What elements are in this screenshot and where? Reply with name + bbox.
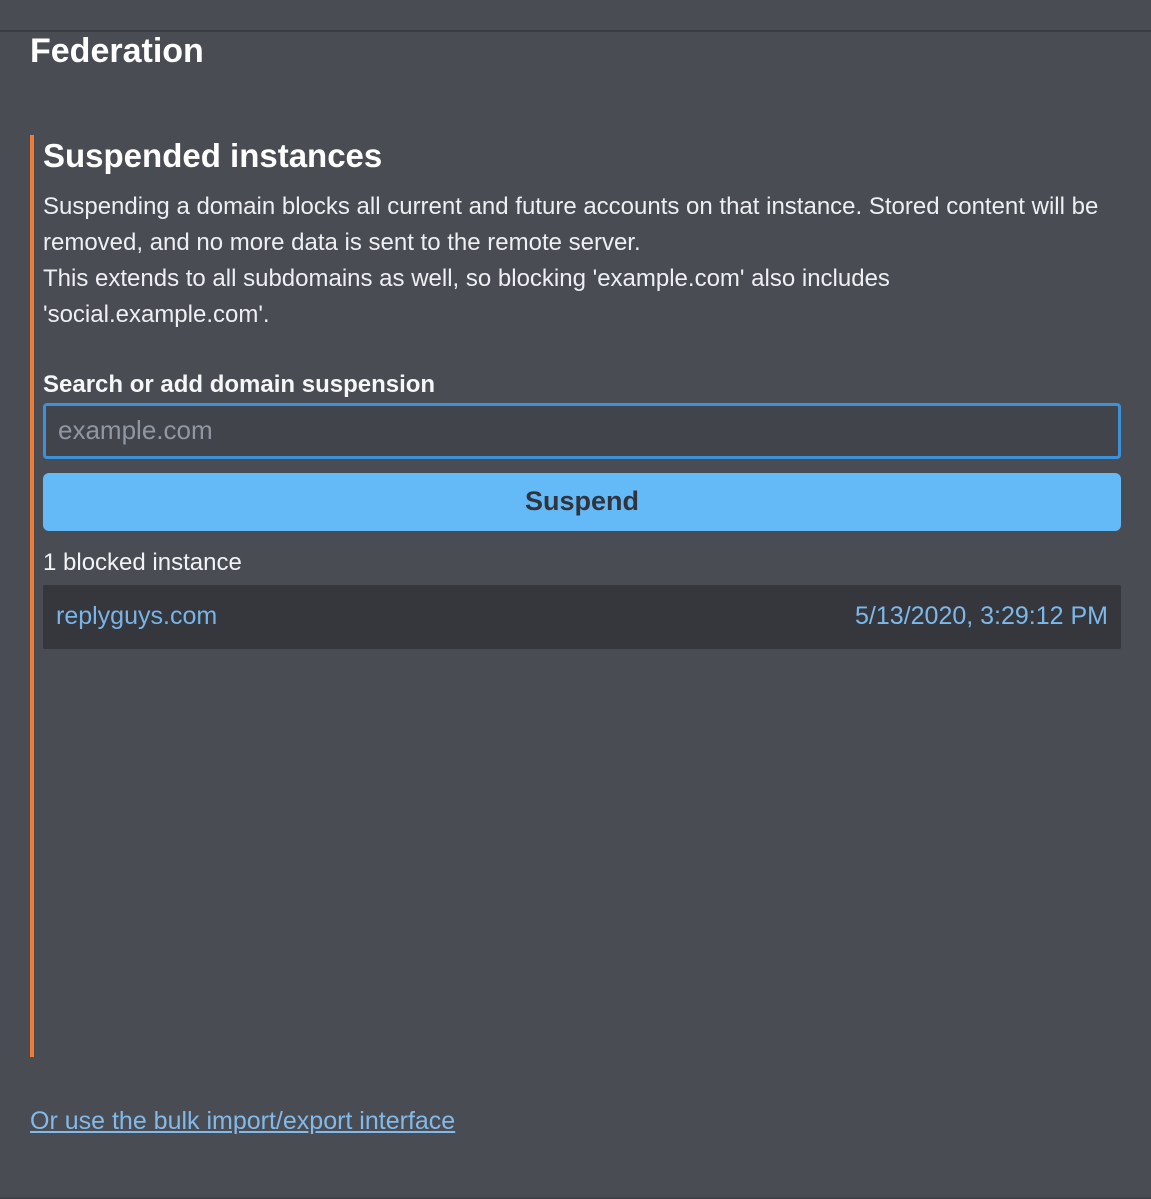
suspended-instances-section (30, 135, 1121, 1057)
section-description-line1: Suspending a domain blocks all current and future accounts on that instance. Stored content will be removed, and no more data is sent to the remote server. (43, 192, 1099, 256)
blocked-instance-timestamp: 5/13/2020, 3:29:12 PM (855, 602, 1108, 631)
blocked-domain-link[interactable]: replyguys.com (56, 602, 218, 631)
domain-search-label: Search or add domain suspension (43, 370, 436, 398)
domain-search-input[interactable] (43, 403, 1121, 459)
suspend-button[interactable]: Suspend (43, 473, 1121, 531)
blocked-count: 1 blocked instance (43, 548, 242, 576)
viewport-top-edge (0, 30, 1151, 32)
section-description-line2: This extends to all subdomains as well, so blocking 'example.com' also includes 'social.example.com'. (43, 264, 890, 328)
bulk-import-export-link[interactable]: Or use the bulk import/export interface (30, 1106, 456, 1135)
section-heading: Suspended instances (43, 136, 383, 174)
page-title: Federation (30, 32, 204, 70)
blocked-instance-row (43, 585, 1121, 649)
section-description (43, 189, 1121, 333)
